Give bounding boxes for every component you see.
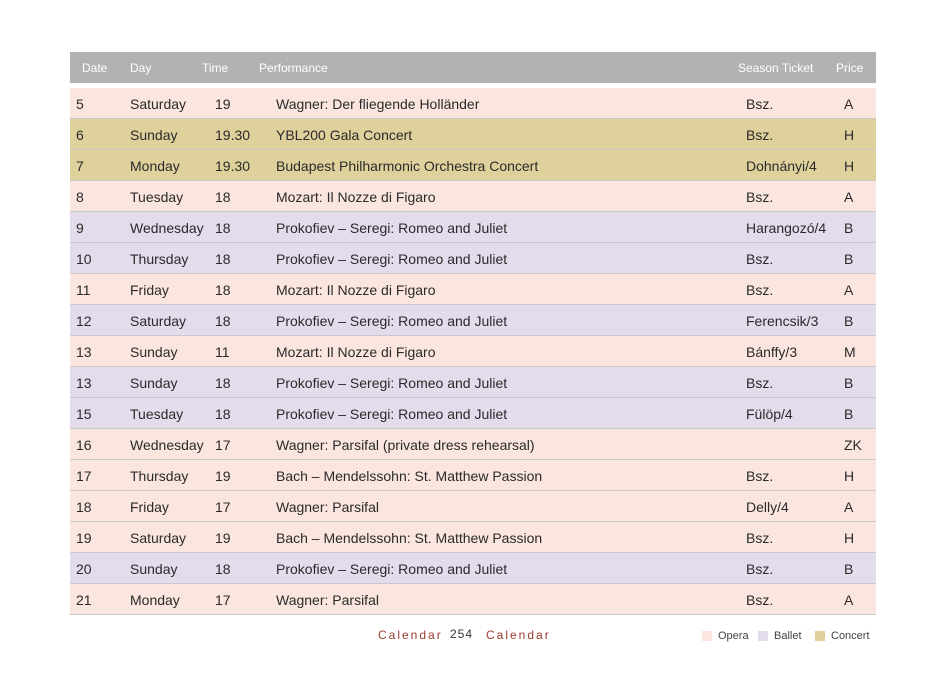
footer-left-title: Calendar — [378, 628, 443, 642]
cell-performance: Wagner: Parsifal (private dress rehearsal) — [276, 437, 535, 453]
table-body — [70, 88, 876, 615]
cell-season-ticket: Bsz. — [746, 375, 774, 391]
cell-price: A — [844, 499, 854, 515]
cell-season-ticket: Delly/4 — [746, 499, 789, 515]
table-row — [70, 305, 876, 336]
cell-season-ticket: Ferencsik/3 — [746, 313, 819, 329]
cell-performance: Prokofiev – Seregi: Romeo and Juliet — [276, 251, 508, 267]
cell-day: Wednesday — [130, 220, 204, 236]
table-row — [70, 460, 876, 491]
cell-price: B — [844, 313, 854, 329]
cell-day: Sunday — [130, 127, 178, 143]
cell-performance: Bach – Mendelssohn: St. Matthew Passion — [276, 468, 543, 484]
table-row — [70, 88, 876, 119]
cell-season-ticket: Harangozó/4 — [746, 220, 827, 236]
cell-date: 13 — [76, 344, 92, 360]
cell-season-ticket: Bsz. — [746, 592, 774, 608]
legend-concert-swatch — [815, 631, 825, 641]
cell-performance: Prokofiev – Seregi: Romeo and Juliet — [276, 406, 508, 422]
cell-price: H — [844, 530, 855, 546]
cell-day: Monday — [130, 592, 180, 608]
cell-time: 19 — [215, 96, 231, 112]
cell-price: A — [844, 282, 854, 298]
cell-price: B — [844, 251, 854, 267]
cell-time: 17 — [215, 437, 231, 453]
cell-time: 19.30 — [215, 127, 251, 143]
cell-time: 11 — [215, 344, 230, 360]
cell-date: 10 — [76, 251, 92, 267]
cell-time: 18 — [215, 251, 231, 267]
cell-performance: Wagner: Parsifal — [276, 592, 379, 608]
table-row — [70, 274, 876, 305]
table-row — [70, 367, 876, 398]
cell-time: 18 — [215, 220, 231, 236]
header-time: Time — [202, 61, 229, 75]
table-row — [70, 584, 876, 615]
cell-performance: Mozart: Il Nozze di Figaro — [276, 189, 436, 205]
cell-performance: Prokofiev – Seregi: Romeo and Juliet — [276, 375, 508, 391]
cell-season-ticket: Bsz. — [746, 530, 774, 546]
header-date: Date — [82, 61, 108, 75]
cell-day: Tuesday — [130, 406, 184, 422]
cell-day: Friday — [130, 499, 169, 515]
cell-performance: Bach – Mendelssohn: St. Matthew Passion — [276, 530, 543, 546]
cell-price: H — [844, 468, 855, 484]
cell-performance: Budapest Philharmonic Orchestra Concert — [276, 158, 539, 174]
cell-price: H — [844, 158, 855, 174]
cell-season-ticket: Bsz. — [746, 189, 774, 205]
cell-day: Sunday — [130, 375, 178, 391]
table-header — [70, 52, 876, 83]
cell-date: 16 — [76, 437, 92, 453]
cell-time: 18 — [215, 406, 231, 422]
cell-day: Saturday — [130, 96, 187, 112]
table-row — [70, 398, 876, 429]
cell-date: 9 — [76, 220, 84, 236]
cell-price: A — [844, 189, 854, 205]
cell-date: 19 — [76, 530, 92, 546]
table-row — [70, 150, 876, 181]
cell-time: 19 — [215, 468, 231, 484]
page-number: 254 — [450, 627, 474, 641]
cell-day: Saturday — [130, 530, 187, 546]
legend-concert-label: Concert — [831, 630, 870, 642]
cell-day: Monday — [130, 158, 180, 174]
cell-time: 19.30 — [215, 158, 251, 174]
cell-date: 7 — [76, 158, 84, 174]
table-row — [70, 491, 876, 522]
calendar-table — [70, 52, 876, 615]
cell-performance: Wagner: Parsifal — [276, 499, 379, 515]
cell-season-ticket: Bsz. — [746, 96, 774, 112]
legend-opera-swatch — [702, 631, 712, 641]
table-row — [70, 212, 876, 243]
cell-time: 18 — [215, 282, 231, 298]
cell-season-ticket: Bsz. — [746, 561, 774, 577]
cell-date: 6 — [76, 127, 84, 143]
cell-season-ticket: Bánffy/3 — [746, 344, 798, 360]
cell-day: Saturday — [130, 313, 187, 329]
header-price: Price — [836, 61, 864, 75]
cell-time: 18 — [215, 561, 231, 577]
cell-performance: Prokofiev – Seregi: Romeo and Juliet — [276, 561, 508, 577]
cell-performance: Wagner: Der fliegende Holländer — [276, 96, 480, 112]
cell-date: 20 — [76, 561, 92, 577]
cell-performance: Mozart: Il Nozze di Figaro — [276, 344, 436, 360]
cell-price: B — [844, 561, 854, 577]
cell-date: 17 — [76, 468, 92, 484]
cell-performance: Prokofiev – Seregi: Romeo and Juliet — [276, 220, 508, 236]
cell-date: 13 — [76, 375, 92, 391]
table-row — [70, 181, 876, 212]
cell-date: 11 — [76, 282, 91, 298]
cell-day: Tuesday — [130, 189, 184, 205]
cell-price: B — [844, 406, 854, 422]
cell-performance: Prokofiev – Seregi: Romeo and Juliet — [276, 313, 508, 329]
cell-time: 18 — [215, 189, 231, 205]
cell-price: ZK — [844, 437, 862, 453]
cell-time: 19 — [215, 530, 231, 546]
cell-time: 18 — [215, 375, 231, 391]
cell-price: M — [844, 344, 856, 360]
cell-date: 5 — [76, 96, 84, 112]
header-day: Day — [130, 61, 152, 75]
cell-season-ticket: Dohnányi/4 — [746, 158, 817, 174]
cell-season-ticket: Bsz. — [746, 282, 774, 298]
cell-season-ticket: Bsz. — [746, 251, 774, 267]
cell-time: 18 — [215, 313, 231, 329]
cell-season-ticket: Fülöp/4 — [746, 406, 793, 422]
table-row — [70, 243, 876, 274]
cell-time: 17 — [215, 499, 231, 515]
legend-ballet-swatch — [758, 631, 768, 641]
page-footer — [0, 628, 944, 648]
table-row — [70, 429, 876, 460]
cell-price: B — [844, 220, 854, 236]
footer-right-title: Calendar — [486, 628, 551, 642]
cell-date: 15 — [76, 406, 92, 422]
legend-opera-label: Opera — [718, 630, 749, 642]
cell-date: 18 — [76, 499, 92, 515]
table-row — [70, 553, 876, 584]
cell-day: Sunday — [130, 561, 178, 577]
cell-day: Friday — [130, 282, 169, 298]
cell-date: 21 — [76, 592, 92, 608]
cell-price: H — [844, 127, 855, 143]
cell-performance: Mozart: Il Nozze di Figaro — [276, 282, 436, 298]
cell-season-ticket: Bsz. — [746, 127, 774, 143]
table-row — [70, 522, 876, 553]
cell-time: 17 — [215, 592, 231, 608]
cell-day: Wednesday — [130, 437, 204, 453]
table-row — [70, 336, 876, 367]
cell-date: 12 — [76, 313, 92, 329]
cell-season-ticket: Bsz. — [746, 468, 774, 484]
cell-day: Thursday — [130, 251, 189, 267]
legend-ballet-label: Ballet — [774, 630, 802, 642]
cell-price: A — [844, 96, 854, 112]
cell-price: A — [844, 592, 854, 608]
cell-day: Sunday — [130, 344, 178, 360]
cell-performance: YBL200 Gala Concert — [276, 127, 413, 143]
cell-day: Thursday — [130, 468, 189, 484]
cell-price: B — [844, 375, 854, 391]
table-row — [70, 119, 876, 150]
header-season-ticket: Season Ticket — [738, 61, 814, 75]
cell-date: 8 — [76, 189, 84, 205]
header-performance: Performance — [259, 61, 328, 75]
